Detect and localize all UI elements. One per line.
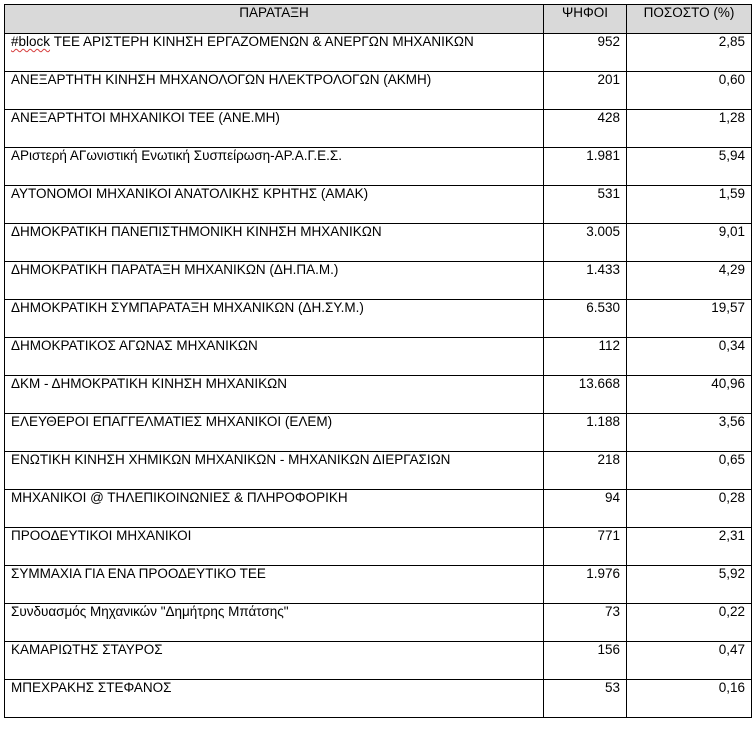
votes-cell: 156 [544, 642, 627, 680]
percent-cell: 40,96 [627, 376, 752, 414]
votes-cell: 428 [544, 110, 627, 148]
party-name: ΣΥΜΜΑΧΙΑ ΓΙΑ ΕΝΑ ΠΡΟΟΔΕΥΤΙΚΟ ΤΕΕ [11, 566, 266, 581]
header-percent: ΠΟΣΟΣΤΟ (%) [627, 5, 752, 34]
table-row [5, 642, 752, 680]
party-name-cell [5, 376, 544, 414]
table-body [5, 34, 752, 718]
votes-cell: 6.530 [544, 300, 627, 338]
party-name-cell [5, 72, 544, 110]
party-name: ΔΚΜ - ΔΗΜΟΚΡΑΤΙΚΗ ΚΙΝΗΣΗ ΜΗΧΑΝΙΚΩΝ [11, 376, 287, 391]
percent-cell: 5,92 [627, 566, 752, 604]
votes-cell: 112 [544, 338, 627, 376]
party-name-cell [5, 680, 544, 718]
party-name: ΠΡΟΟΔΕΥΤΙΚΟΙ ΜΗΧΑΝΙΚΟΙ [11, 528, 192, 543]
party-name: ΑΡιστερή ΑΓωνιστική Ενωτική Συσπείρωση-ΑΡ.Α.Γ.Ε.Σ. [11, 148, 343, 163]
votes-cell: 53 [544, 680, 627, 718]
party-name: ΔΗΜΟΚΡΑΤΙΚΗ ΠΑΝΕΠΙΣΤΗΜΟΝΙΚΗ ΚΙΝΗΣΗ ΜΗΧΑΝΙΚΩΝ [11, 224, 382, 239]
party-name: ΕΛΕΥΘΕΡΟΙ ΕΠΑΓΓΕΛΜΑΤΙΕΣ ΜΗΧΑΝΙΚΟΙ (ΕΛΕΜ) [11, 414, 333, 429]
percent-cell: 1,28 [627, 110, 752, 148]
header-row [5, 5, 752, 34]
party-name-cell [5, 148, 544, 186]
party-name: ΔΗΜΟΚΡΑΤΙΚΗ ΠΑΡΑΤΑΞΗ ΜΗΧΑΝΙΚΩΝ (ΔΗ.ΠΑ.Μ.) [11, 262, 339, 277]
percent-cell: 5,94 [627, 148, 752, 186]
header-party: ΠΑΡΑΤΑΞΗ [5, 5, 544, 34]
table-row [5, 376, 752, 414]
table-row [5, 452, 752, 490]
table-row [5, 34, 752, 72]
votes-cell: 218 [544, 452, 627, 490]
party-name: ΚΑΜΑΡΙΩΤΗΣ ΣΤΑΥΡΟΣ [11, 642, 163, 657]
table-row [5, 72, 752, 110]
table-row [5, 528, 752, 566]
table-row [5, 414, 752, 452]
votes-cell: 73 [544, 604, 627, 642]
party-name-cell [5, 452, 544, 490]
party-name-cell [5, 604, 544, 642]
votes-cell: 1.188 [544, 414, 627, 452]
percent-cell: 3,56 [627, 414, 752, 452]
percent-cell: 2,85 [627, 34, 752, 72]
party-name: ΤΕΕ ΑΡΙΣΤΕΡΗ ΚΙΝΗΣΗ ΕΡΓΑΖΟΜΕΝΩΝ & ΑΝΕΡΓΩΝ ΜΗΧΑΝΙΚΩΝ [50, 34, 474, 49]
table-row [5, 110, 752, 148]
party-name-cell [5, 224, 544, 262]
party-name-prefix: #block [11, 34, 51, 49]
votes-cell: 13.668 [544, 376, 627, 414]
table-row [5, 262, 752, 300]
party-name-cell [5, 414, 544, 452]
votes-cell: 1.433 [544, 262, 627, 300]
results-table [4, 4, 752, 718]
votes-cell: 531 [544, 186, 627, 224]
percent-cell: 4,29 [627, 262, 752, 300]
party-name-cell [5, 490, 544, 528]
votes-cell: 3.005 [544, 224, 627, 262]
party-name-cell [5, 186, 544, 224]
percent-cell: 0,22 [627, 604, 752, 642]
party-name-cell [5, 262, 544, 300]
votes-cell: 952 [544, 34, 627, 72]
votes-cell: 771 [544, 528, 627, 566]
votes-cell: 1.981 [544, 148, 627, 186]
party-name: ΜΠΕΧΡΑΚΗΣ ΣΤΕΦΑΝΟΣ [11, 680, 172, 695]
table-row [5, 148, 752, 186]
table-row [5, 566, 752, 604]
party-name-cell [5, 34, 544, 72]
party-name: ΑΥΤΟΝΟΜΟΙ ΜΗΧΑΝΙΚΟΙ ΑΝΑΤΟΛΙΚΗΣ ΚΡΗΤΗΣ (ΑΜΑΚ) [11, 186, 369, 201]
votes-cell: 1.976 [544, 566, 627, 604]
party-name: ΜΗΧΑΝΙΚΟΙ @ ΤΗΛΕΠΙΚΟΙΝΩΝΙΕΣ & ΠΛΗΡΟΦΟΡΙΚΗ [11, 490, 348, 505]
table-row [5, 604, 752, 642]
percent-cell: 0,65 [627, 452, 752, 490]
percent-cell: 0,47 [627, 642, 752, 680]
party-name: ΑΝΕΞΑΡΤΗΤΟΙ ΜΗΧΑΝΙΚΟΙ ΤΕΕ (ΑΝΕ.ΜΗ) [11, 110, 280, 125]
party-name-cell [5, 300, 544, 338]
percent-cell: 0,28 [627, 490, 752, 528]
party-name-cell [5, 528, 544, 566]
party-name: ΔΗΜΟΚΡΑΤΙΚΟΣ ΑΓΩΝΑΣ ΜΗΧΑΝΙΚΩΝ [11, 338, 258, 353]
percent-cell: 19,57 [627, 300, 752, 338]
party-name-cell [5, 566, 544, 604]
table-row [5, 224, 752, 262]
party-name: ΕΝΩΤΙΚΗ ΚΙΝΗΣΗ ΧΗΜΙΚΩΝ ΜΗΧΑΝΙΚΩΝ - ΜΗΧΑΝΙΚΩΝ ΔΙΕΡΓΑΣΙΩΝ [11, 452, 451, 467]
party-name: ΑΝΕΞΑΡΤΗΤΗ ΚΙΝΗΣΗ ΜΗΧΑΝΟΛΟΓΩΝ ΗΛΕΚΤΡΟΛΟΓΩΝ (ΑΚΜΗ) [11, 72, 432, 87]
percent-cell: 1,59 [627, 186, 752, 224]
party-name-cell [5, 642, 544, 680]
votes-cell: 94 [544, 490, 627, 528]
percent-cell: 9,01 [627, 224, 752, 262]
table-row [5, 680, 752, 718]
header-votes: ΨΗΦΟΙ [544, 5, 627, 34]
table-header [5, 5, 752, 34]
table-row [5, 300, 752, 338]
table-row [5, 338, 752, 376]
party-name: ΔΗΜΟΚΡΑΤΙΚΗ ΣΥΜΠΑΡΑΤΑΞΗ ΜΗΧΑΝΙΚΩΝ (ΔΗ.ΣΥ.Μ.) [11, 300, 364, 315]
party-name: Συνδυασμός Μηχανικών "Δημήτρης Μπάτσης" [11, 604, 289, 619]
party-name-cell [5, 338, 544, 376]
table-row [5, 186, 752, 224]
votes-cell: 201 [544, 72, 627, 110]
percent-cell: 0,16 [627, 680, 752, 718]
percent-cell: 0,34 [627, 338, 752, 376]
table-row [5, 490, 752, 528]
percent-cell: 0,60 [627, 72, 752, 110]
party-name-cell [5, 110, 544, 148]
percent-cell: 2,31 [627, 528, 752, 566]
